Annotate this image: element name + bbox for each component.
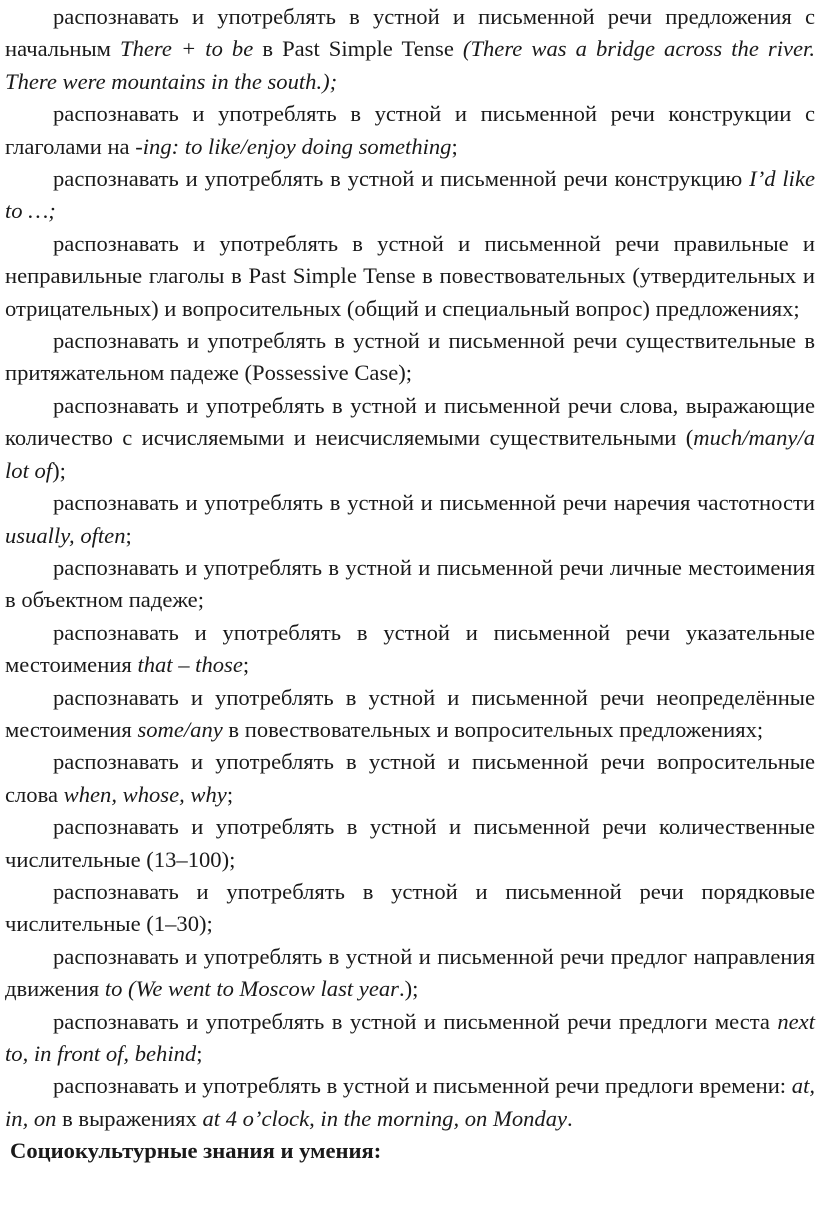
list-item: распознавать и употреблять в устной и письменной речи указательные местоимения that – those; xyxy=(5,619,815,678)
list-item: распознавать и употреблять в устной и письменной речи порядковые числительные (1–30); xyxy=(5,878,815,937)
list-item: распознавать и употреблять в устной и письменной речи конструкции с глаголами на -ing: to like/enjoy doing something; xyxy=(5,101,815,159)
list-item: распознавать и употреблять в устной и письменной речи предлоги места next to, in front of, behind; xyxy=(5,1008,815,1066)
list-item: распознавать и употреблять в устной и письменной речи неопределённые местоимения some/any в повествовательных и вопросительных предложениях; xyxy=(5,684,815,742)
section-heading: Социокультурные знания и умения: xyxy=(10,1138,382,1164)
list-item: распознавать и употреблять в устной и письменной речи вопросительные слова when, whose, why; xyxy=(5,749,815,807)
list-item: распознавать и употреблять в устной и письменной речи личные местоимения в объектном падеже; xyxy=(5,554,815,613)
list-item: распознавать и употреблять в устной и письменной речи существительные в притяжательном падеже (Possessive Case); xyxy=(5,328,815,386)
list-item: распознавать и употреблять в устной и письменной речи наречия частотности usually, often; xyxy=(5,490,815,548)
list-item: распознавать и употреблять в устной и письменной речи предлоги времени: at, in, on в выражениях at 4 o’clock, in the morning, on Monday. xyxy=(5,1073,815,1131)
list-item: распознавать и употреблять в устной и письменной речи количественные числительные (13–100); xyxy=(5,814,815,872)
list-item: распознавать и употреблять в устной и письменной речи правильные и неправильные глаголы в Past Simple Tense в повествовательных (утвердительных и отрицательных) и вопросительных (общий и специальный вопрос) предложениях; xyxy=(5,230,815,321)
list-item: распознавать и употреблять в устной и письменной речи предлог направления движения to (We went to Moscow last year.); xyxy=(5,943,815,1002)
document-page xyxy=(5,0,815,1168)
list-item: распознавать и употреблять в устной и письменной речи слова, выражающие количество с исчисляемыми и неисчисляемыми существительными (much/many/a lot of); xyxy=(5,392,815,483)
list-item: распознавать и употреблять в устной и письменной речи конструкцию I’d like to …; xyxy=(5,166,816,224)
list-item: распознавать и употреблять в устной и письменной речи предложения с начальным There + to be в Past Simple Tense (There was a bridge across the river. There were mountains in the south.); xyxy=(5,4,815,94)
